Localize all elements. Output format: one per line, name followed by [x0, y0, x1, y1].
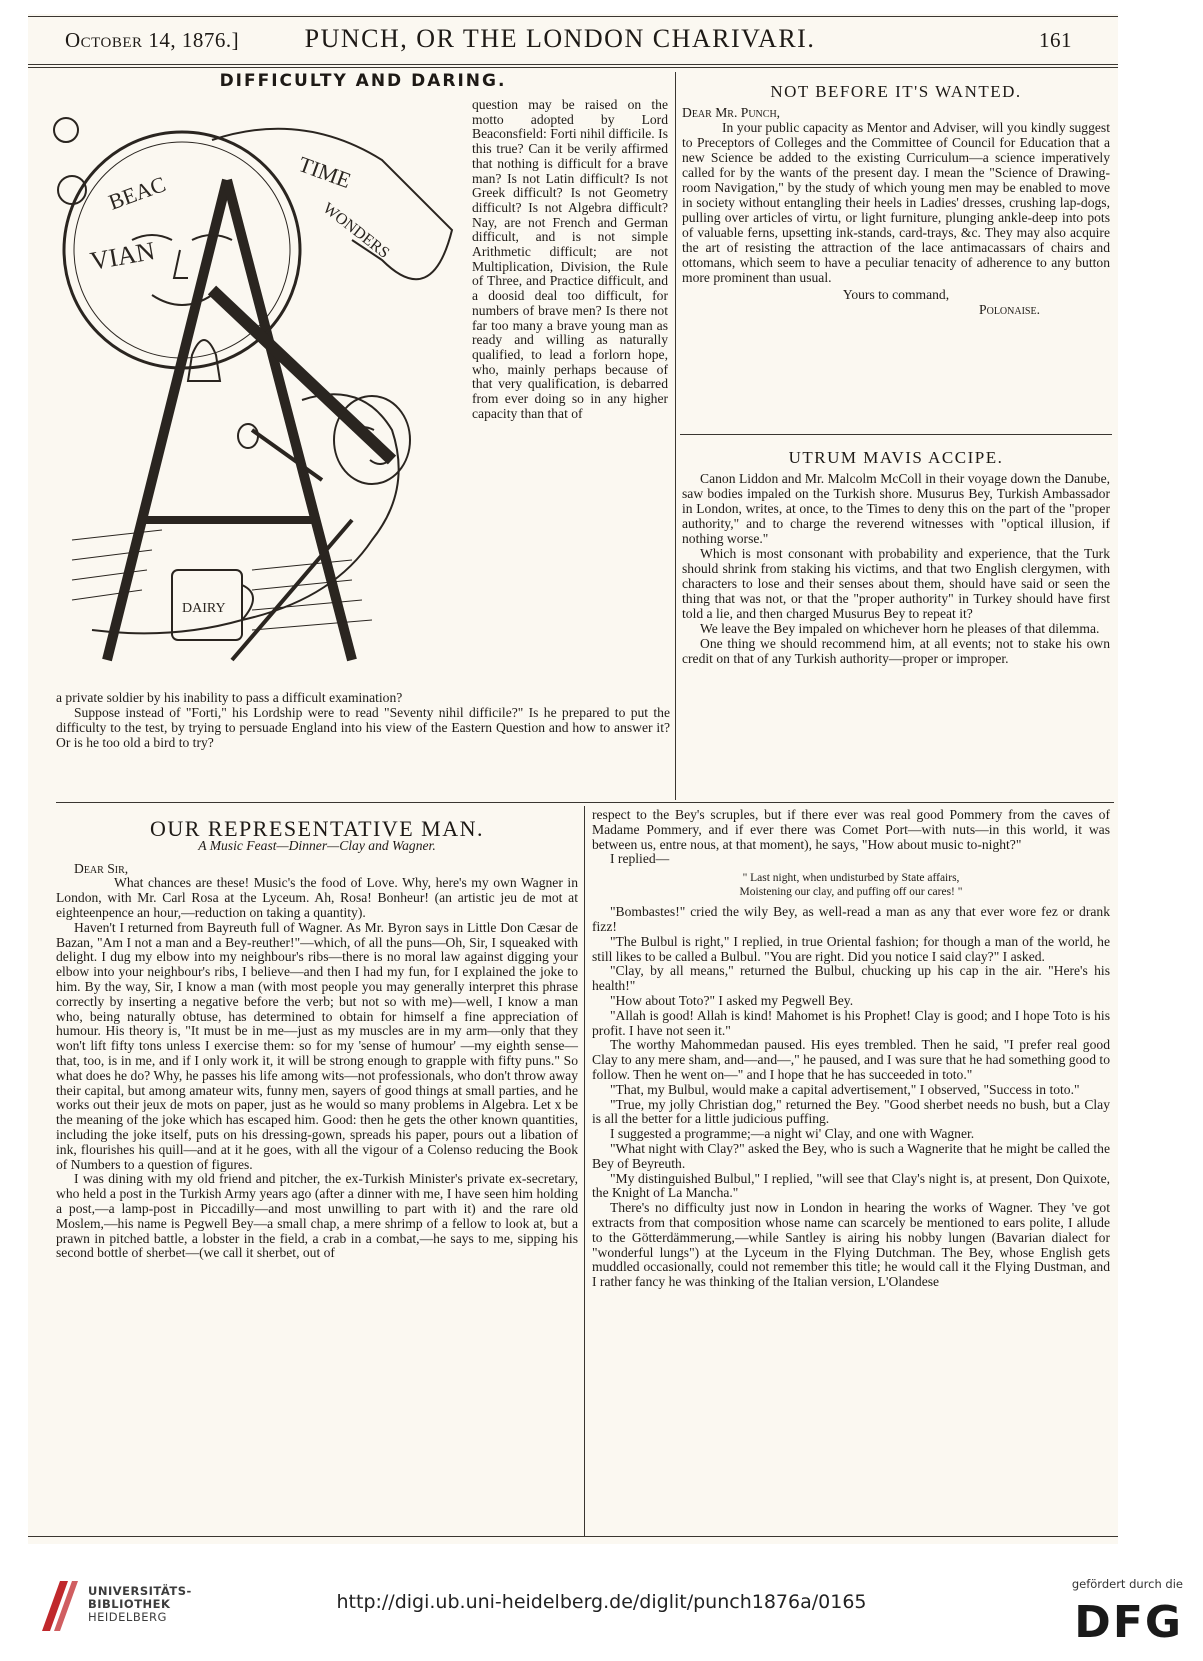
verse-line-1: " Last night, when undisturbed by State affairs, [742, 872, 960, 885]
difficulty-column-bottom [56, 690, 670, 750]
article-representative-col2 [592, 808, 1110, 1290]
library-name-line-1: UNIVERSITÄTS- [88, 1584, 192, 1598]
article-divider [680, 434, 1112, 435]
representative-paragraph-1: What chances are these! Music's the food of Love. Why, here's my own Wagner in London, with Mr. Carl Rosa at the Lyceum. Ah, Rosa! Bonheur! (an artistic jeu de mot at eighteenpence an hour,—reduction on taking a quantity). [56, 875, 578, 920]
not-before-closing: Yours to command, [842, 287, 950, 302]
not-before-body: In your public capacity as Mentor and Adviser, will you kindly suggest to Preceptors of Colleges and the Committee of Council for Education that a new Science be added to the existing Curriculum—a science imperatively called for by the wants of the present day. I mean the "Science of Drawing-room Navigation," by the study of which young men may be enabled to move in society without entangling their heels in Ladies' dresses, crushing lap-dogs, pulling over articles of virtu, or light furniture, plunging ankle-deep into pots of valuable ferns, upsetting ink-stands, card-trays, &c. They may also acquire the art of resisting the attraction of the lace antimacassars of chairs and ottomans, which seem to have a peculiar tenacity of adherence to any button more prominent than usual. [682, 120, 1110, 285]
illustration-text-time: TIME [295, 151, 355, 194]
difficulty-text-part3: Suppose instead of "Forti," his Lordship were to read "Seventy nihil difficile?" Is he prepared to put the difficulty to the test, by trying to persuade England into his view of the Eastern Question and how to answer it? Or is he too old a bird to try? [56, 705, 670, 750]
header-rule-double [28, 67, 1118, 68]
issue-date: October 14, 1876.] [65, 28, 240, 52]
difficulty-column-right [472, 98, 668, 421]
representative-c2-p9: "That, my Bulbul, would make a capital advertisement," I observed, "Success in toto." [610, 1081, 1080, 1097]
header-rule [28, 64, 1118, 65]
dfg-logo: DFG [1074, 1597, 1183, 1648]
illustration-text-wonders: WONDERS [319, 199, 393, 262]
representative-c2-p8: The worthy Mahommedan paused. His eyes trembled. Then he said, "I prefer real good Clay to any mere sham, and—and—," he paused, and I was sure that he had something good to follow. Then he went on—" and I hope that he has succeeded in toto." [592, 1037, 1110, 1082]
page-header [30, 22, 1090, 58]
utrum-paragraph-2: Which is most consonant with probability and experience, that the Turk should shrink from staking his victims, and that two English clergymen, with characters to lose and their senses about them, should have said or seen the thing that was not, or that the "proper authority" in Turkey should have first told a lie, and then charged Musurus Bey to repeat it? [682, 546, 1110, 621]
column-divider-bottom [584, 806, 585, 1536]
column-divider-top [675, 72, 676, 800]
illustration-text-vian: VIAN [88, 236, 158, 276]
article-utrum [682, 450, 1110, 666]
article-not-before [682, 84, 1110, 317]
section-divider [56, 802, 1114, 803]
library-name-line-2: BIBLIOTHEK [88, 1597, 171, 1611]
not-before-salutation: Dear Mr. Punch, [682, 105, 781, 120]
representative-salutation: Dear Sir, [74, 860, 129, 876]
representative-c2-p12: "What night with Clay?" asked the Bey, who is such a Wagnerite that he might be called the Bey of Beyreuth. [592, 1140, 1110, 1171]
bottom-border [28, 1536, 1118, 1537]
representative-paragraph-2: Haven't I returned from Bayreuth full of Wagner. As Mr. Byron says in Little Don Cæsar de Bazan, "Am I not a man and a Bey-reuther!"—which, of all the puns—Oh, Sir, I squeaked with delight. I dug my elbow into my neighbour's ribs—there is no moral law against digging your elbow into your neighbour's ribs, I believe—and then I had my fun, for I explained the joke to him. By the way, Sir, I know a man (with most people you may generally interpret this phrase correctly by inserting a negative before the verb; but not so with me)—well, I know a man who, being naturally obtuse, has determined to obtain for himself a fine appreciation of humour. His theory is, "It must be in me—just as my muscles are in my arm—only that they won't lift fifty tons unless I exercise them: so for my 'sense of humour' —my eighth sense—that, too, is in me, and if I only work it, it will be strong enough to grapple with fifty puns." So what does he do? Why, he passes his life among wits—not professionals, who don't throw away their capital, but among amateur wits, funny men, sayers of good things at small parties, and he works out their jeux de mots on paper, just as he would so many problems in Algebra. Let x be the meaning of the joke which has escaped him. Good: then he gets the other known quantities, including the joke itself, puts on his dressing-gown, spreads his paper, pours out a libation of ink, flourishes his quill—and at it he goes, with all the vigour of a Colenso reducing the Book of Numbers to a question of figures. [56, 919, 578, 1172]
representative-c2-p1: respect to the Bey's scruples, but if there ever was real good Pommery from the caves of Madame Pommery, and if ever there was Comet Port—with nuts—in this world, it was between us, entre nous, at that moment), he says, "How about music to-night?" [592, 807, 1110, 852]
heading-not-before: NOT BEFORE IT'S WANTED. [770, 82, 1022, 101]
representative-verse [592, 871, 1110, 899]
publication-title: PUNCH, OR THE LONDON CHARIVARI. [304, 24, 816, 53]
illustration-text-beac: BEAC [105, 171, 169, 215]
representative-c2-p14: There's no difficulty just now in London in hearing the works of Wagner. They 've got extracts from that composition whose name can scarcely be mentioned to ears polite, I allude to the Götterdämmerung,—while Santley is airing his nobby lungen (Bavarian dialect for "wonderful lungs") at the Lyceum in the Flying Dutchman. The Bey, whose English gets muddled occasionally, could not remember this title; he would call it the Flying Dustman, and I rather fancy he was thinking of the Italian version, L'Olandese [592, 1200, 1110, 1290]
page-number: 161 [1039, 28, 1072, 52]
representative-c2-p6: "How about Toto?" I asked my Pegwell Bey. [610, 992, 854, 1008]
representative-c2-p4: "The Bulbul is right," I replied, in true Oriental fashion; for though a man of the world, he still likes to be called a Bulbul. "You are right. Did you notice I said clay?" I asked. [592, 933, 1110, 964]
library-name-line-3: HEIDELBERG [88, 1610, 167, 1624]
digitization-footer [0, 1565, 1203, 1661]
representative-c2-p7: "Allah is good! Allah is kind! Mahomet is his Prophet! Clay is good; and I hope Toto is his profit. I have not seen it." [592, 1007, 1110, 1038]
heading-utrum: UTRUM MAVIS ACCIPE. [788, 448, 1004, 467]
representative-c2-p11: I suggested a programme;—a night wi' Clay, and one with Wagner. [610, 1126, 975, 1142]
representative-paragraph-3: I was dining with my old friend and pitcher, the ex-Turkish Minister's private ex-secretary, who held a post in the Turkish Army years ago (after a dinner with me, I have seen him holding a post,—a lamp-post in Piccadilly—and most unwilling to part with it) and the rare old Moslem,—his name is Pegwell Bey—a small chap, a mere shrimp of a fellow to look at, but a prawn in pitched battle, a lobster in the field, a crab in a combat,—he says to me, sipping his second bottle of sherbet—(we call it sherbet, out of [56, 1171, 578, 1261]
difficulty-text-part1: question may be raised on the motto adopted by Lord Beaconsfield: Forti nihil difficile. Is this true? Can it be verily affirmed that nothing is difficult for a brave man? Is not Latin difficult? Is not Greek difficult? Is not Geometry difficult? Is not Algebra difficult? Nay, are not French and German difficult, and is not simple Arithmetic difficult; are not Multiplication, Division, the Rule of Three, and Practice difficult, and a doosid deal too difficult, for numbers of brave men? Is there not far too many a brave young man as ready and willing as naturally qualified, to lead a forlorn hope, who, mainly perhaps because of that very qualification, is debarred from ever doing so in any higher capacity than that of [472, 97, 668, 421]
utrum-paragraph-1: Canon Liddon and Mr. Malcolm McColl in their voyage down the Danube, saw bodies impaled on the Turkish shore. Musurus Bey, Turkish Ambassador in London, writes, at once, to the Times to deny this on the part of the "proper authority," and to charge the reverend witnesses with "optical illusion, if nothing worse." [682, 471, 1110, 546]
representative-c2-p10: "True, my jolly Christian dog," returned the Bey. "Good sherbet needs no bush, but a Clay is all the better for a little judicious puffing. [592, 1096, 1110, 1127]
representative-c2-p13: "My distinguished Bulbul," I replied, "will see that Clay's night is, at present, Don Quixote, the Knight of La Mancha." [592, 1170, 1110, 1201]
illustration-text-dairy: DAIRY [182, 601, 226, 616]
cartoon-illustration [52, 100, 464, 688]
article-representative-col1 [56, 816, 578, 1261]
representative-c2-p2: I replied— [610, 851, 670, 867]
article-difficulty [56, 71, 670, 91]
representative-c2-p3: "Bombastes!" cried the wily Bey, as well-read a man as any that ever wore fez or drank fizz! [592, 904, 1110, 934]
not-before-signature: Polonaise. [979, 302, 1040, 317]
utrum-paragraph-4: One thing we should recommend him, at all events; not to stake his own credit on that of any Turkish authority—proper or improper. [682, 636, 1110, 666]
funded-by-label: gefördert durch die [1071, 1577, 1183, 1591]
heading-difficulty: DIFFICULTY AND DARING. [219, 71, 507, 91]
heading-representative: OUR REPRESENTATIVE MAN. [149, 816, 485, 841]
permalink-url[interactable]: http://digi.ub.uni-heidelberg.de/diglit/punch1876a/0165 [336, 1591, 867, 1613]
utrum-paragraph-3: We leave the Bey impaled on whichever horn he pleases of that dilemma. [700, 621, 1100, 636]
representative-subtitle: A Music Feast—Dinner—Clay and Wagner. [198, 837, 436, 853]
representative-c2-p5: "Clay, by all means," returned the Bulbul, chucking up his cap in the air. "Here's his health!" [592, 963, 1110, 994]
top-border [28, 16, 1118, 17]
verse-line-2: Moistening our clay, and puffing off our cares! " [739, 886, 963, 899]
difficulty-text-part2: a private soldier by his inability to pass a difficult examination? [56, 690, 403, 705]
